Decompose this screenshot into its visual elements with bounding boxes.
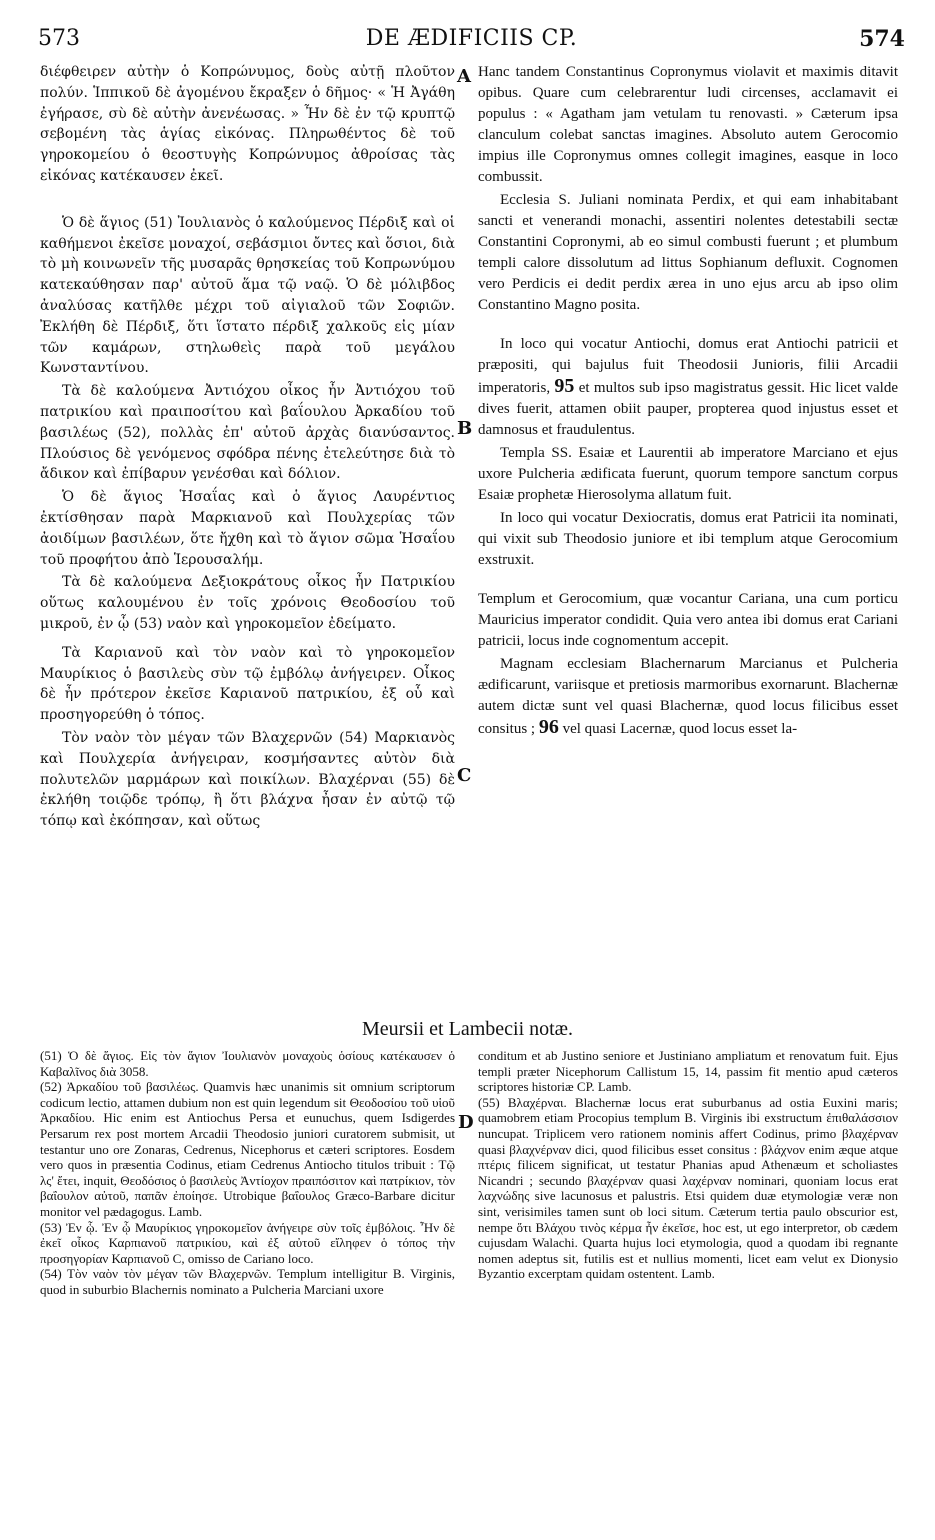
margin-letter-b: B [457,418,473,439]
margin-letter-a: A [457,66,471,87]
latin-text: In loco qui vocatur Antiochi, domus erat Antiochi patricii et præpositi, qui bajulus fuit Theodosii Junioris, filii Arcadii imperatoris, [478,336,898,396]
note: (52) Ἀρκαδίου τοῦ βασιλέως. Quamvis hæc unanimis sit omnium scriptorum codicum lectio, attamen dubium non est quin legendum sit Θεοδοσίου τοῦ υἱοῦ Ἀρκαδίου. Hic enim est Antiochus Persa et eunuchus, quem Isdigerdes Persarum rex post mortem Arcadii Theodosio juniori curatorem submisit, ut testantur uno ore Zonaras, Cedrenus, Nicephorus et cæteri scriptores. Eosdem vero quos in præsentia Codinus, etiam Cedrenus Antiocho titulos tribuit : Τῷ λς' ἔτει, inquit, Θεοδόσιος ὁ βασιλεὺς Ἀντίοχον πραιπόσιτον καὶ πατρίκιον, τὸν βαΐουλον αὐτοῦ, παπᾶν ἐποίησε. Utrobique βαΐουλος Græco-Barbare dicitur monitor vel pædagogus. Lamb. [40,1079,455,1219]
latin-paragraph [478,334,898,441]
notes-title: Meursii et Lambecii notæ. [361,1018,574,1040]
notes-right-column [478,1048,898,1282]
page-number-left: 573 [38,26,80,51]
latin-text: Magnam ecclesiam Blachernarum Marcianus et Pulcheria ædificarunt, variisque et pretiosis marmoribus exornarunt. Blachernæ autem dictæ sunt vel quasi Blachernæ, quod locus filicibus esset consitus ; [478,656,898,737]
margin-letter-d: D [458,1112,474,1133]
running-title: DE ÆDIFICIIS CP. [365,26,578,51]
greek-paragraph: Τὸν ναὸν τὸν μέγαν τῶν Βλαχερνῶν (54) Μαρκιανὸς καὶ Πουλχερία ἀνήγειραν, κοσμήσαντες αὐτὸν διὰ πολυτελῶν μαρμάρων καὶ ποικίλων. Βλαχέρναι (55) δὲ ἐκλήθη τοιῷδε τρόπῳ, ἢ ὅτι βλάχνα ἦσαν ἐν αὐτῷ τῷ τόπῳ καὶ ἐκόπησαν, καὶ οὕτως [40,729,455,830]
margin-letter-c: C [457,765,472,786]
note: (51) Ὁ δὲ ἅγιος. Εἰς τὸν ἅγιον Ἰουλιανὸν μοναχοὺς ὁσίους κατέκαυσεν ὁ Καβαλῖνος διὰ 3058. [40,1048,455,1079]
page-number-right: 574 [859,26,905,52]
latin-paragraph: Templum et Gerocomium, quæ vocantur Cariana, una cum porticu Mauricius imperator condidit. Quia vero antea ibi domus erat Cariani patricii, locus inde cognomentum accepit. [478,591,898,649]
greek-column [40,62,455,832]
greek-paragraph: Ὁ δὲ ἅγιος (51) Ἰουλιανὸς ὁ καλούμενος Πέρδιξ καὶ οἱ καθήμενοι ἐκεῖσε μοναχοί, σεβάσμιοι ὄντες καὶ ὅσιοι, διὰ τὸ μὴ κοινωνεῖν τῆς μυσαρᾶς θρησκείας τοῦ Κοπρωνύμου κατεκαύθησαν παρ' αὐτοῦ ἅμα τῷ ναῷ. Ὁ δὲ μόλιβδος ἀναλύσας κατῆλθε μέχρι τοῦ αἰγιαλοῦ τῶν Σοφιῶν. Ἐκλήθη δὲ Πέρδιξ, ὅτι ἵστατο πέρδιξ χαλκοῦς εἰς μίαν τῶν καμάρων, στηλωθεὶς παρὰ τοῦ μεγάλου Κωνσταντίνου. [40,214,455,377]
note: (54) Τὸν ναὸν τὸν μέγαν τῶν Βλαχερνῶν. Templum intelligitur B. Virginis, quod in suburbio Blachernis nominato a Pulcheria Marciani uxore [40,1266,455,1297]
greek-paragraph: διέφθειρεν αὐτὴν ὁ Κοπρώνυμος, δοὺς αὐτῇ πλοῦτον πολύν. Ἱππικοῦ δὲ ἀγομένου ἔκραξεν ὁ δῆμος· « Ἡ Ἀγάθη ἐγήρασε, σὺ δὲ αὐτὴν ἀνενέωσας. » Ἦν δὲ ἐν τῷ κρυπτῷ σεβομένη τὰς ἁγίας εἰκόνας. Πληρωθέντος δὲ τοῦ γηροκομείου ὁ θεοστυγὴς Κοπρώνυμος ἀθροίσας τὰς εἰκόνας κατέκαυσεν ἐκεῖ. [40,64,455,184]
greek-paragraph: Τὰ Καριανοῦ καὶ τὸν ναὸν καὶ τὸ γηροκομεῖον Μαυρίκιος ὁ βασιλεὺς σὺν τῷ ἐμβόλῳ ἀνήγειρεν. Οἶκος δὲ ἦν πρότερον ἐκεῖσε Καριανοῦ πατρικίου, ἐξ οὗ καὶ προσηγορεύθη ὁ τόπος. [40,644,455,724]
latin-paragraph: Ecclesia S. Juliani nominata Perdix, et qui eam inhabitabant sancti et venerandi monachi, assentiri nolentes detestabili sectæ Constantini Copronymi, ab eo simul combusti fuerunt ; et plumbum templi calore dissolutum ad littus Sophianum defluxit. Cognomen vero Perdicis ei dedit perdix ærea in uno ejus arcu ab ipso olim Constantino Magno posita. [478,192,898,313]
latin-paragraph [478,654,898,740]
latin-paragraph: In loco qui vocatur Dexiocratis, domus erat Patricii ita nominati, qui vixit sub Theodosio juniore et ibi templum atque Gerocomium exstruxit. [478,510,898,568]
latin-paragraph: Hanc tandem Constantinus Copronymus violavit et maximis ditavit opibus. Quare cum celebrarentur ludi circenses, acclamavit ei populus : « Agatham jam vetulam tu renovasti. » Cæterum ipsa clanculum colebat sanctas imagines. Absoluto autem Gerocomio impius ille Copronymus omnes collegit imagines, easque in loco combussit. [478,64,898,185]
greek-paragraph: Τὰ δὲ καλούμενα Ἀντιόχου οἶκος ἦν Ἀντιόχου τοῦ πατρικίου καὶ πραιποσίτου καὶ βαΐουλου Ἀρκαδίου τοῦ βασιλέως (52), πολλὰς ἐπ' αὐτοῦ ἀρχὰς διανύσαντος. Πλούσιος δὲ γενόμενος σφόδρα πένης ἐτελεύτησε διὰ τὸ ἄδικον καὶ ἐπίβαρυν γενέσθαι καὶ δόλιον. [40,383,455,483]
latin-paragraph: Templa SS. Esaiæ et Laurentii ab imperatore Marciano et ejus uxore Pulcheria ædificata fuerunt, quorum tempore sanctum corpus Esaiæ prophetæ Hierosolyma allatum fuit. [478,445,898,503]
note: (55) Βλαχέρναι. Blachernæ locus erat suburbanus ad ostia Euxini maris; quamobrem etiam Procopius templum B. Virginis ibi exstructum ἐπιθαλάσσιον nuncupat. Triplicem vero rationem nominis affert Codinus, primo βλαχέρναν quasi βλαχνέρναν dici, quod filicibus esset consitus : βλάχνον enim æque atque πτέρις filicem significat, ut testatur Phanias apud Athenæum et scholiastes Nicandri ; secundo βλαχέρναν quasi λαχέρναν nominari, quoniam locus erat λαχνώδης sive lacunosus et palustris. Etsi quidem duæ etymologiæ veræ non sint, verisimiles tamen sunt ob loci situm. Cæterum tertia paulo obscurior est, nempe ὅτι Βλάχου τινὸς κέρμα ἦν ἐκεῖσε, hoc est, ut ego interpretor, ob cædem cujusdam Walachi. Quarta hujus loci etymologia, quod a quodam ibi regnante nomen adeptus sit, futilis est et nullius momenti, licet eam velut ex Dionysio Byzantio excerptam quidam ostentent. Lamb. [478,1094,898,1282]
latin-text: et multos sub ipso magistratus gessit. Hic licet valde dives fuerit, attamen obiit pauper, propterea quod injustus esset et damnosus et fraudulentus. [478,380,898,438]
notes-left-column [40,1048,455,1298]
note: (53) Ἐν ᾧ. Ἐν ᾧ Μαυρίκιος γηροκομεῖον ἀνήγειρε σὺν τοῖς ἐμβόλοις. Ἦν δὲ ἐκεῖ οἶκος Καρπιανοῦ πατρικίου, καὶ ἐξ αὐτοῦ εἴληφεν ὁ τόπος τὴν προσηγορίαν Καρπιανοῦ C, omisso de Cariano loco. [40,1219,455,1266]
page-marker-95: 95 [554,375,575,397]
latin-text: vel quasi Lacernæ, quod locus esset la- [562,721,798,737]
page-marker-96: 96 [538,716,559,738]
note: conditum et ab Justino seniore et Justiniano ampliatum et renovatum fuit. Ejus templi præter Nicephorum Callistum 15, 14, passim fit mentio apud cæteros scriptores historiæ CP. Lamb. [478,1048,898,1095]
greek-paragraph: Ὁ δὲ ἅγιος Ἡσαΐας καὶ ὁ ἅγιος Λαυρέντιος ἐκτίσθησαν παρὰ Μαρκιανοῦ καὶ Πουλχερίας τῶν ἀοιδίμων βασιλέων, ὅτε ἤχθη καὶ τὸ ἅγιον σῶμα Ἡσαΐου τοῦ προφήτου ἀπὸ Ἱερουσαλήμ. [40,489,455,568]
running-header [38,26,905,56]
greek-paragraph: Τὰ δὲ καλούμενα Δεξιοκράτους οἶκος ἦν Πατρικίου οὕτως καλουμένου ἐν τοῖς χρόνοις Θεοδοσίου τοῦ μικροῦ, ἐν ᾧ (53) ναὸν καὶ γηροκομεῖον ἐδείματο. [40,574,455,632]
latin-column [478,62,898,740]
